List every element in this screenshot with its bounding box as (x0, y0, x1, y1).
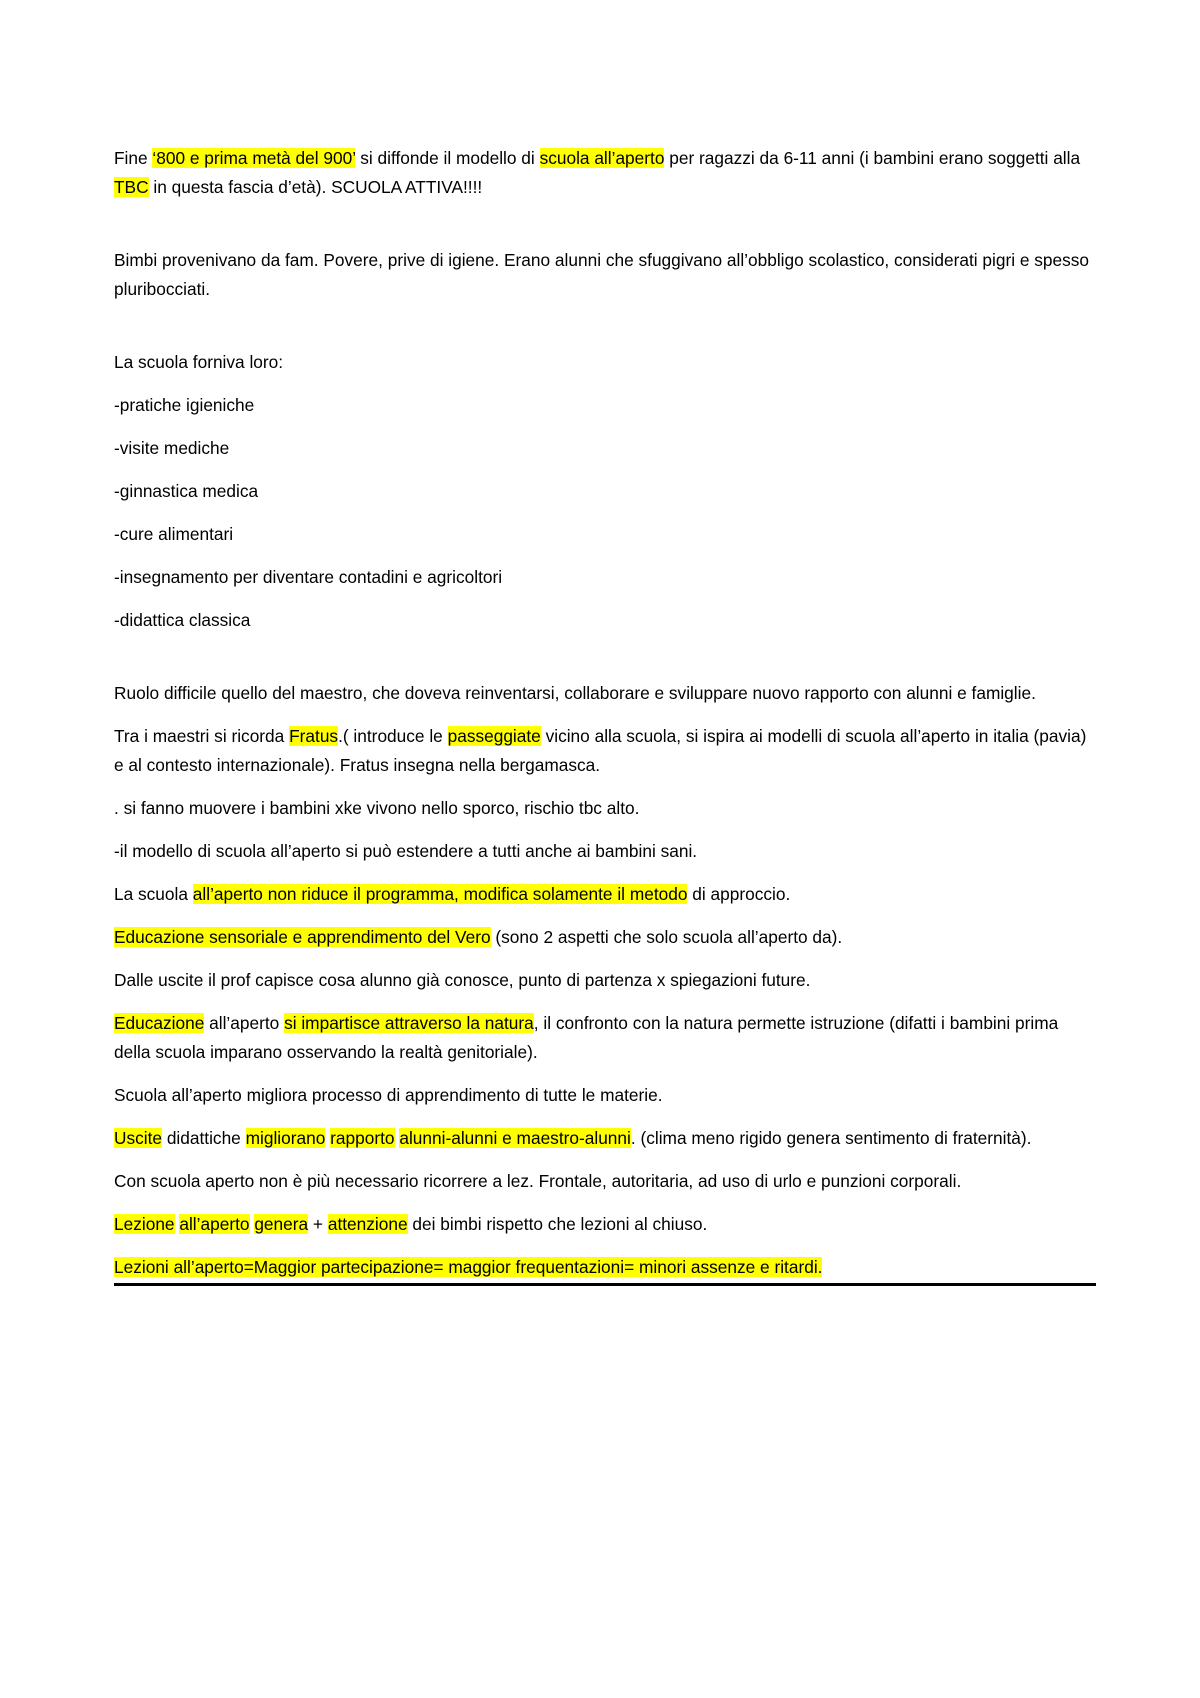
text-run: Con scuola aperto non è più necessario ricorrere a lez. Frontale, autoritaria, ad uso di urlo e punzioni corporali. (114, 1171, 962, 1191)
text-run: , il confronto con la natura permette istruzione (difatti i bambini prima della scuola imparano osservando la realtà genitoriale). (114, 1013, 1059, 1062)
text-run: dei bimbi rispetto che lezioni al chiuso. (407, 1214, 708, 1234)
highlighted-text: all’aperto (179, 1214, 250, 1234)
highlighted-text: ‘800 e prima metà del 900’ (152, 148, 356, 168)
text-run: .( introduce le (338, 726, 448, 746)
paragraph (114, 794, 1096, 823)
paragraph (114, 606, 1096, 635)
text-run: La scuola forniva loro: (114, 352, 284, 372)
highlighted-text: genera (254, 1214, 309, 1234)
text-run: -insegnamento per diventare contadini e agricoltori (114, 567, 503, 587)
highlighted-text: passeggiate (447, 726, 541, 746)
text-run: Fine (114, 148, 153, 168)
highlighted-text: Educazione sensoriale e apprendimento del Vero (114, 927, 491, 947)
paragraph (114, 966, 1096, 995)
paragraph (114, 1081, 1096, 1110)
text-run: vicino alla scuola, si ispira ai modelli di scuola all’aperto in italia (pavia) e al contesto internazionale). Fratus insegna nella bergamasca. (114, 726, 1087, 775)
text-run: La scuola (114, 884, 193, 904)
text-run: all’aperto (204, 1013, 285, 1033)
text-run: . si fanno muovere i bambini xke vivono nello sporco, rischio tbc alto. (114, 798, 640, 818)
text-run: + (308, 1214, 328, 1234)
text-run: Dalle uscite il prof capisce cosa alunno già conosce, punto di partenza x spiegazioni future. (114, 970, 811, 990)
paragraph (114, 434, 1096, 463)
highlighted-text: si impartisce attraverso la natura (284, 1013, 534, 1033)
paragraph (114, 563, 1096, 592)
text-run: -il modello di scuola all’aperto si può estendere a tutti anche ai bambini sani. (114, 841, 698, 861)
paragraph (114, 391, 1096, 420)
paragraph (114, 520, 1096, 549)
highlighted-text: TBC (114, 177, 149, 197)
highlighted-text: attenzione (327, 1214, 408, 1234)
text-run: di approccio. (687, 884, 791, 904)
paragraph (114, 837, 1096, 866)
highlighted-text: rapporto (330, 1128, 395, 1148)
text-run: -cure alimentari (114, 524, 234, 544)
text-run: Scuola all’aperto migliora processo di apprendimento di tutte le materie. (114, 1085, 663, 1105)
highlighted-text: alunni-alunni e maestro-alunni (399, 1128, 631, 1148)
highlighted-text: Lezione (114, 1214, 175, 1234)
text-run: in questa fascia d’età). SCUOLA ATTIVA!!!! (148, 177, 483, 197)
text-run: -visite mediche (114, 438, 230, 458)
text-run: . (clima meno rigido genera sentimento di fraternità). (630, 1128, 1032, 1148)
highlighted-text: Lezioni all’aperto=Maggior partecipazione= maggior frequentazioni= minori assenze e ritardi. (114, 1257, 823, 1277)
text-run: si diffonde il modello di (355, 148, 540, 168)
text-run: (sono 2 aspetti che solo scuola all’aperto da). (490, 927, 843, 947)
paragraph (114, 923, 1096, 952)
paragraph (114, 477, 1096, 506)
text-run: Bimbi provenivano da fam. Povere, prive di igiene. Erano alunni che sfuggivano all’obbligo scolastico, considerati pigri e spesso pluribocciati. (114, 250, 1090, 299)
highlighted-text: Educazione (114, 1013, 205, 1033)
highlighted-text: Uscite (114, 1128, 163, 1148)
text-run: -pratiche igieniche (114, 395, 255, 415)
highlighted-text: Fratus (289, 726, 339, 746)
paragraph (114, 246, 1096, 304)
paragraph (114, 1253, 1096, 1286)
highlighted-text: all’aperto non riduce il programma, modifica solamente il metodo (192, 884, 688, 904)
paragraph (114, 1210, 1096, 1239)
highlighted-text: scuola all’aperto (539, 148, 665, 168)
text-run: Ruolo difficile quello del maestro, che doveva reinventarsi, collaborare e sviluppare nuovo rapporto con alunni e famiglie. (114, 683, 1036, 703)
paragraph (114, 144, 1096, 202)
paragraph (114, 679, 1096, 708)
paragraph (114, 722, 1096, 780)
text-run: per ragazzi da 6-11 anni (i bambini erano soggetti alla (664, 148, 1081, 168)
text-run: didattiche (162, 1128, 246, 1148)
paragraph (114, 880, 1096, 909)
text-run: -ginnastica medica (114, 481, 259, 501)
paragraph (114, 348, 1096, 377)
paragraph (114, 1009, 1096, 1067)
highlighted-text: migliorano (245, 1128, 326, 1148)
paragraph (114, 1124, 1096, 1153)
document-body (114, 144, 1096, 1300)
text-run: Tra i maestri si ricorda (114, 726, 290, 746)
paragraph (114, 1167, 1096, 1196)
text-run: -didattica classica (114, 610, 251, 630)
